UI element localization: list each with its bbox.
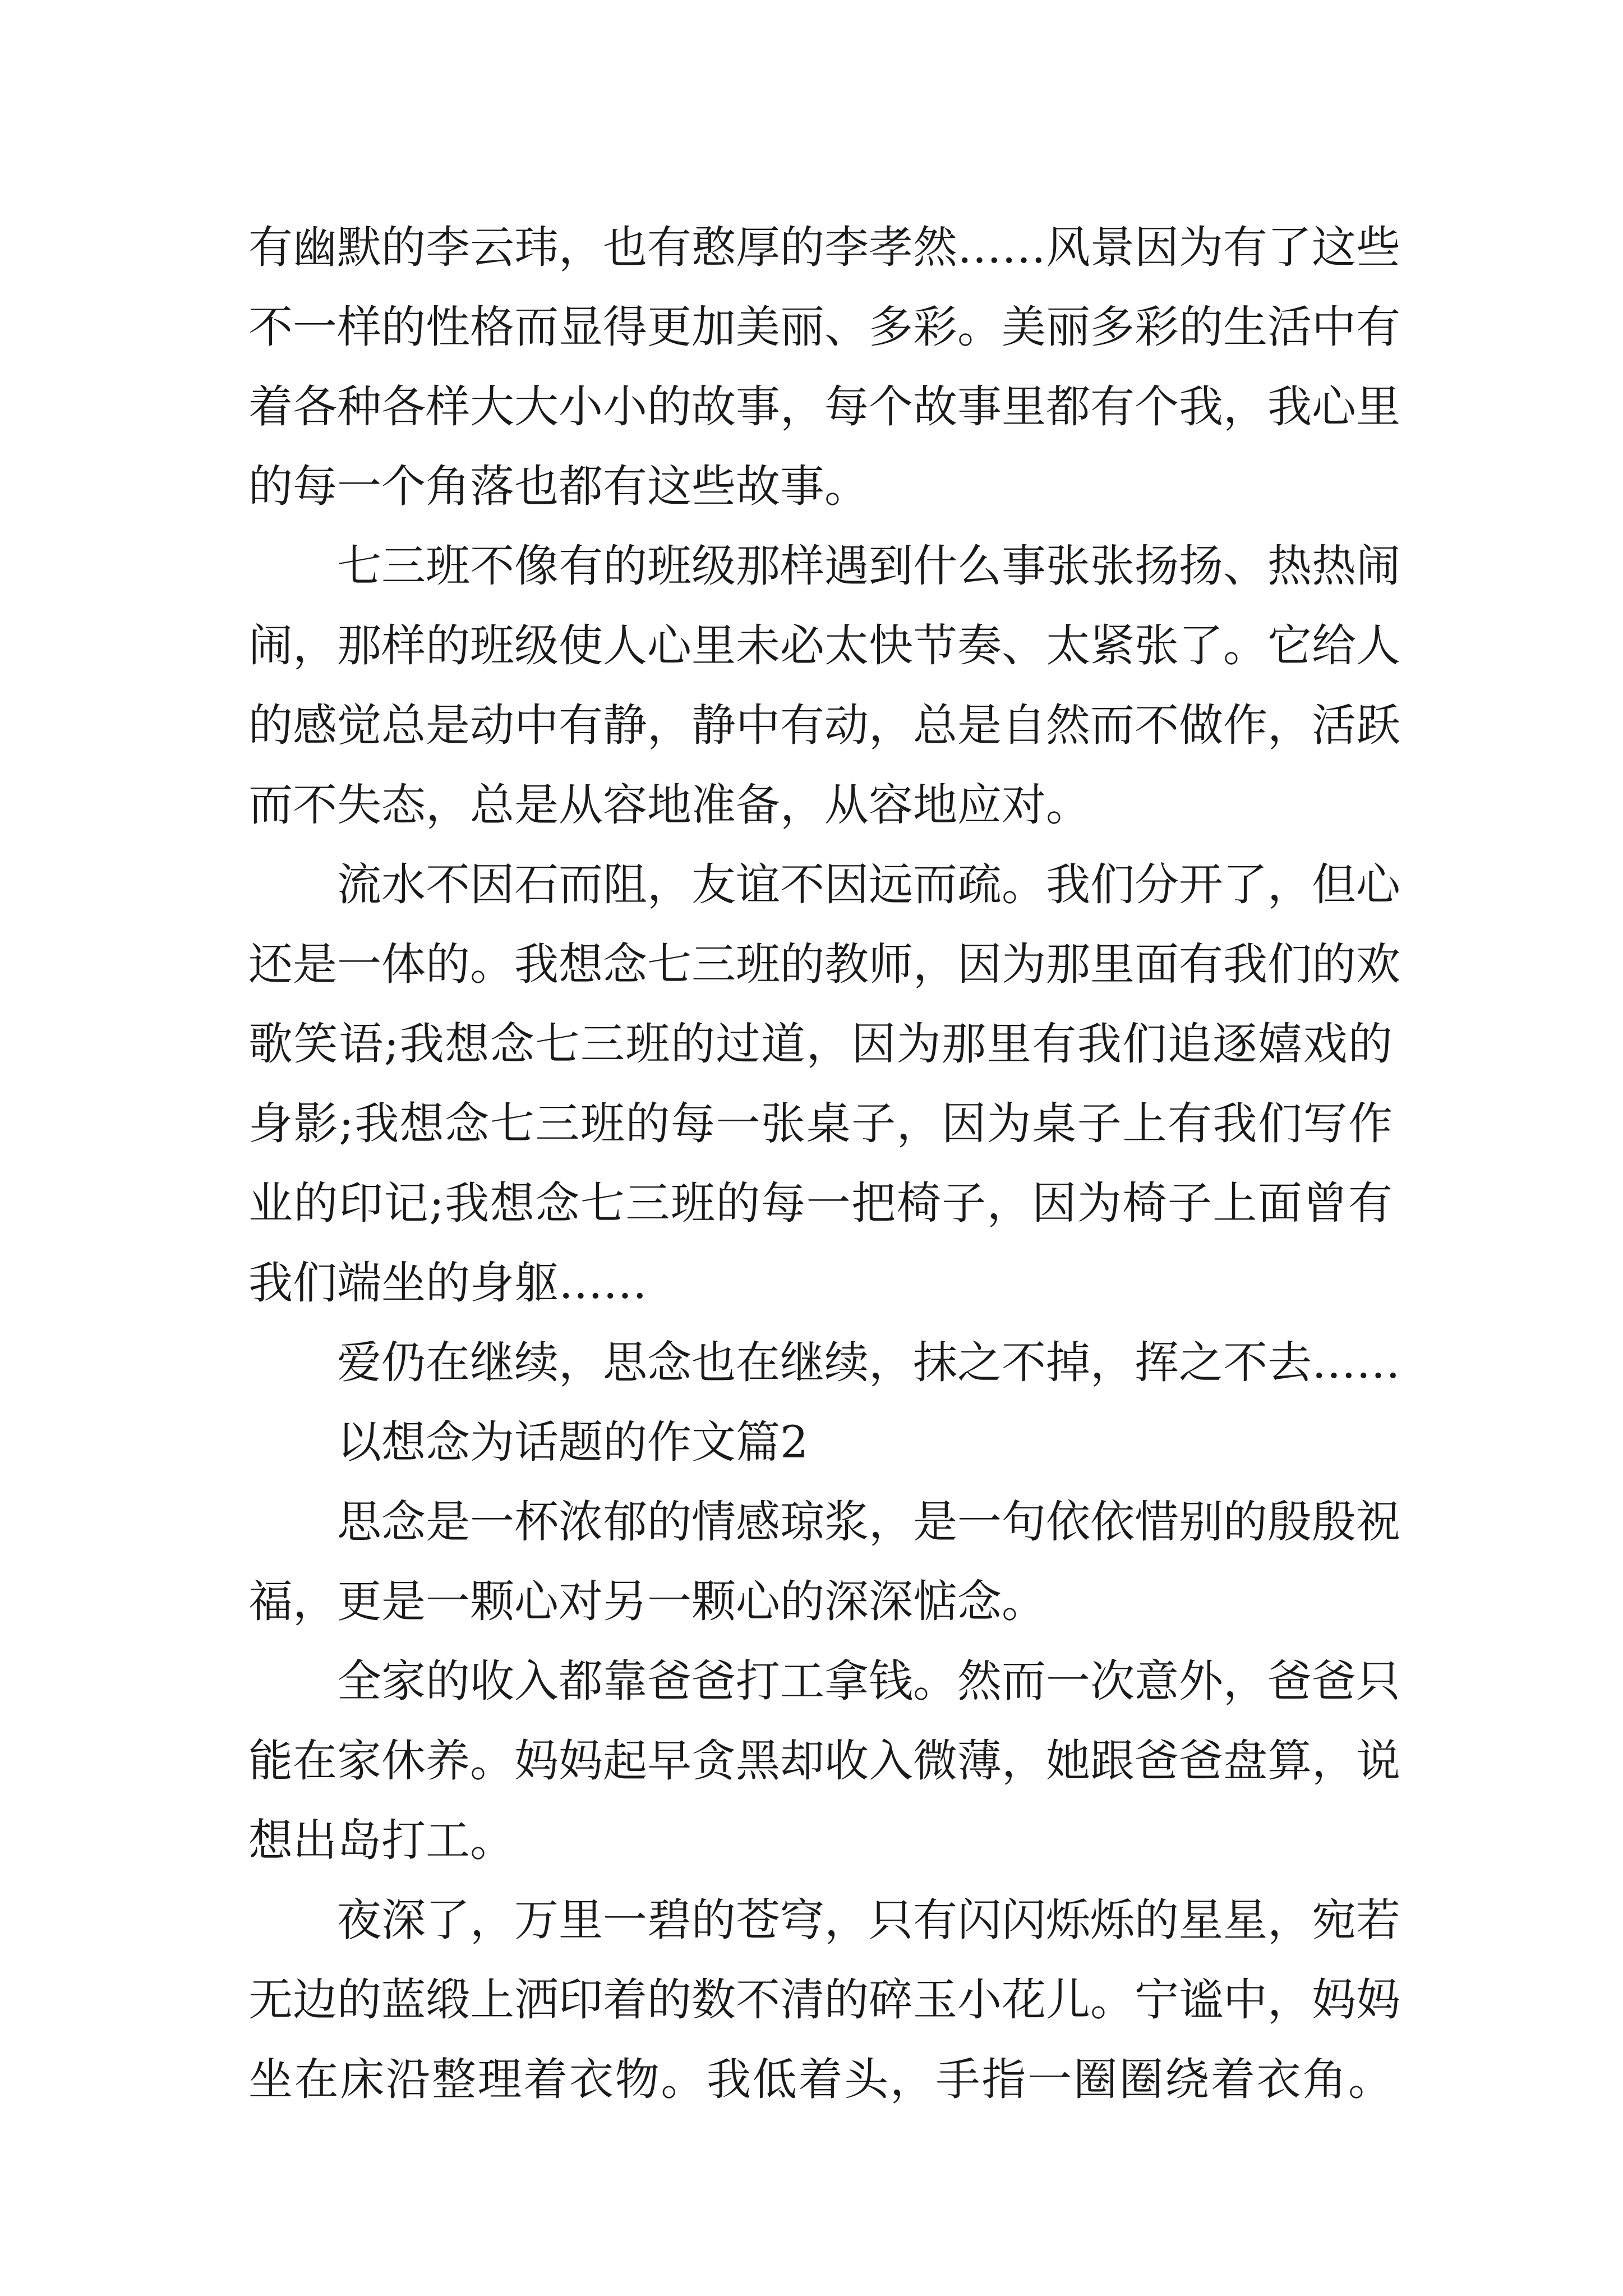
paragraph-first-line: 爱仍在继续，思念也在继续，抹之不掉，挥之不去…… [337,1337,1400,1388]
document-body [248,208,1400,2119]
paragraph-first-line: 思念是一杯浓郁的情感琼浆，是一句依依惜别的殷殷祝 [337,1496,1400,1548]
text-line: 的感觉总是动中有静，静中有动，总是自然而不做作，活跃 [248,700,1400,751]
text-line: 身影;我想念七三班的每一张桌子，因为桌子上有我们写作 [248,1098,1393,1149]
paragraph-first-line: 流水不因石而阻，友谊不因远而疏。我们分开了，但心 [337,859,1400,910]
text-line: 我们端坐的身躯…… [248,1257,647,1309]
paragraph-first-line: 全家的收入都靠爸爸打工拿钱。然而一次意外，爸爸只 [337,1655,1400,1707]
text-line: 不一样的性格而显得更加美丽、多彩。美丽多彩的生活中有 [248,301,1400,353]
text-line: 福，更是一颗心对另一颗心的深深惦念。 [248,1576,1046,1627]
text-line: 业的印记;我想念七三班的每一把椅子，因为椅子上面曾有 [248,1177,1393,1229]
text-line: 还是一体的。我想念七三班的教师，因为那里面有我们的欢 [248,938,1400,990]
section-heading: 以想念为话题的作文篇2 [337,1416,809,1468]
text-line: 坐在床沿整理着衣物。我低着头，手指一圈圈绕着衣角。 [248,2054,1393,2105]
text-line: 而不失态，总是从容地准备，从容地应对。 [248,779,1090,831]
text-line: 着各种各样大大小小的故事，每个故事里都有个我，我心里 [248,381,1400,432]
text-line: 的每一个角落也都有这些故事。 [248,461,869,512]
text-line: 闹，那样的班级使人心里未必太快节奏、太紧张了。它给人 [248,620,1400,671]
paragraph-first-line: 夜深了，万里一碧的苍穹，只有闪闪烁烁的星星，宛若 [337,1894,1400,1946]
text-line: 无边的蓝缎上洒印着的数不清的碎玉小花儿。宁谧中，妈妈 [248,1974,1400,2026]
text-line: 想出岛打工。 [248,1815,514,1866]
text-line: 歌笑语;我想念七三班的过道，因为那里有我们追逐嬉戏的 [248,1018,1393,1070]
text-line: 能在家休养。妈妈起早贪黑却收入微薄，她跟爸爸盘算，说 [248,1735,1400,1787]
paragraph-first-line: 七三班不像有的班级那样遇到什么事张张扬扬、热热闹 [337,540,1400,592]
text-line: 有幽默的李云玮，也有憨厚的李孝然……风景因为有了这些 [248,222,1400,273]
